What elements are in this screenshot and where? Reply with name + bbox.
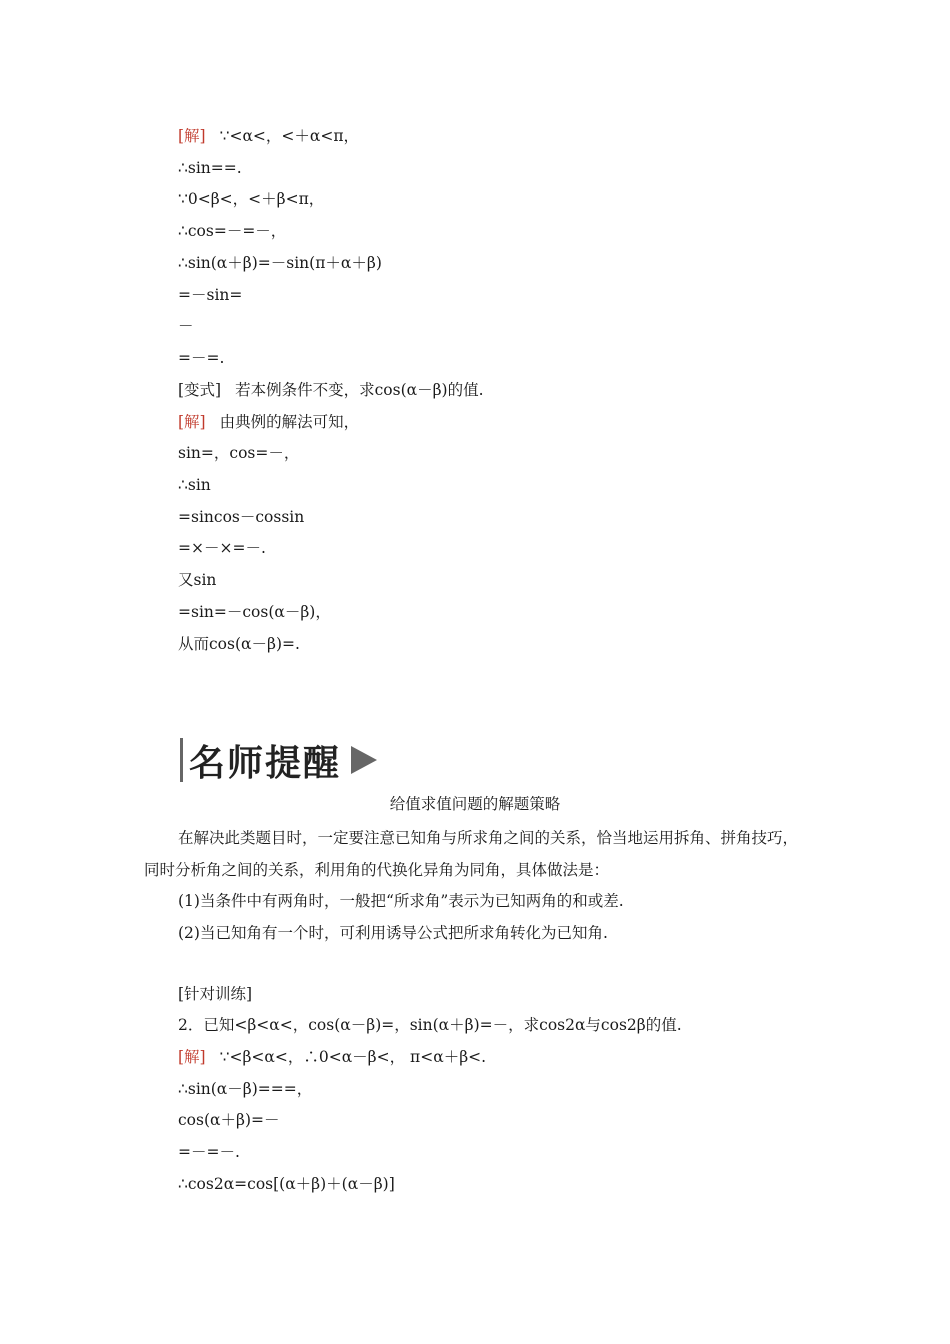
practice-label: [针对训练]: [178, 985, 253, 1003]
tip-title: 给值求值问题的解题策略: [389, 795, 561, 813]
tip-item-1: (1)当条件中有两角时，一般把“所求角”表示为已知两角的和或差.: [178, 892, 624, 910]
solution1-line-5: =－sin=: [178, 286, 243, 304]
solution-text: 由典例的解法可知，: [219, 413, 360, 431]
practice-problem: 2．已知<β<α<，cos(α－β)=，sin(α＋β)=－，求cos2α与cos2β的值.: [178, 1016, 682, 1034]
variant-text: 若本例条件不变，求cos(α－β)的值.: [235, 381, 484, 399]
solution2-line-6: 从而cos(α－β)=.: [178, 635, 300, 653]
solution2-line-4: 又sin: [178, 571, 217, 589]
variant-line: [178, 380, 484, 400]
solution1-line-2: ∵0<β<，<＋β<π，: [178, 190, 325, 208]
practice-line-2: =－=－.: [178, 1143, 240, 1161]
solution-tag: [解]: [178, 127, 206, 145]
solution-text: ∵<α<，<＋α<π，: [219, 127, 360, 145]
practice-line-0: ∴sin(α－β)===，: [178, 1080, 313, 1098]
solution1-line-4: ∴sin(α＋β)=－sin(π＋α＋β): [178, 254, 382, 272]
tip-item-2: (2)当已知角有一个时，可利用诱导公式把所求角转化为已知角.: [178, 924, 608, 942]
solution2-line-3: =×－×=－.: [178, 539, 266, 557]
tip-paragraph: 在解决此类题目时，一定要注意已知角与所求角之间的关系，恰当地运用拆角、拼角技巧，同时分析角之间的关系，利用角的代换化异角为同角，具体做法是：: [144, 829, 799, 879]
solution-tag: [解]: [178, 1048, 206, 1066]
heading-bar: [180, 738, 183, 782]
practice-line-3: ∴cos2α=cos[(α＋β)＋(α－β)]: [178, 1175, 395, 1193]
tip-heading-text: 名师提醒: [189, 742, 342, 784]
tip-heading: [180, 736, 377, 784]
solution1-line-3: ∴cos=－=－，: [178, 222, 287, 240]
solution-text: ∵<β<α<，∴0<α－β<， π<α＋β<.: [219, 1048, 487, 1066]
solution2-line-5: =sin=－cos(α－β)，: [178, 603, 331, 621]
solution2-line-2: =sincos－cossin: [178, 508, 305, 526]
solution1-line-6: －: [178, 317, 194, 335]
practice-line-1: cos(α＋β)=－: [178, 1111, 280, 1129]
solution2-line-0: sin=，cos=－，: [178, 444, 300, 462]
solution2-line-1: ∴sin: [178, 476, 211, 494]
solution1-line-1: ∴sin==.: [178, 159, 242, 177]
solution1-line-7: =－=.: [178, 349, 225, 367]
solution-tag: [解]: [178, 413, 206, 431]
practice-solution-first: [178, 1047, 486, 1067]
variant-tag: [变式]: [178, 381, 222, 399]
solution2-line-first: [178, 412, 359, 432]
solution1-line-0: [178, 126, 359, 146]
play-arrow-icon: [351, 746, 377, 774]
